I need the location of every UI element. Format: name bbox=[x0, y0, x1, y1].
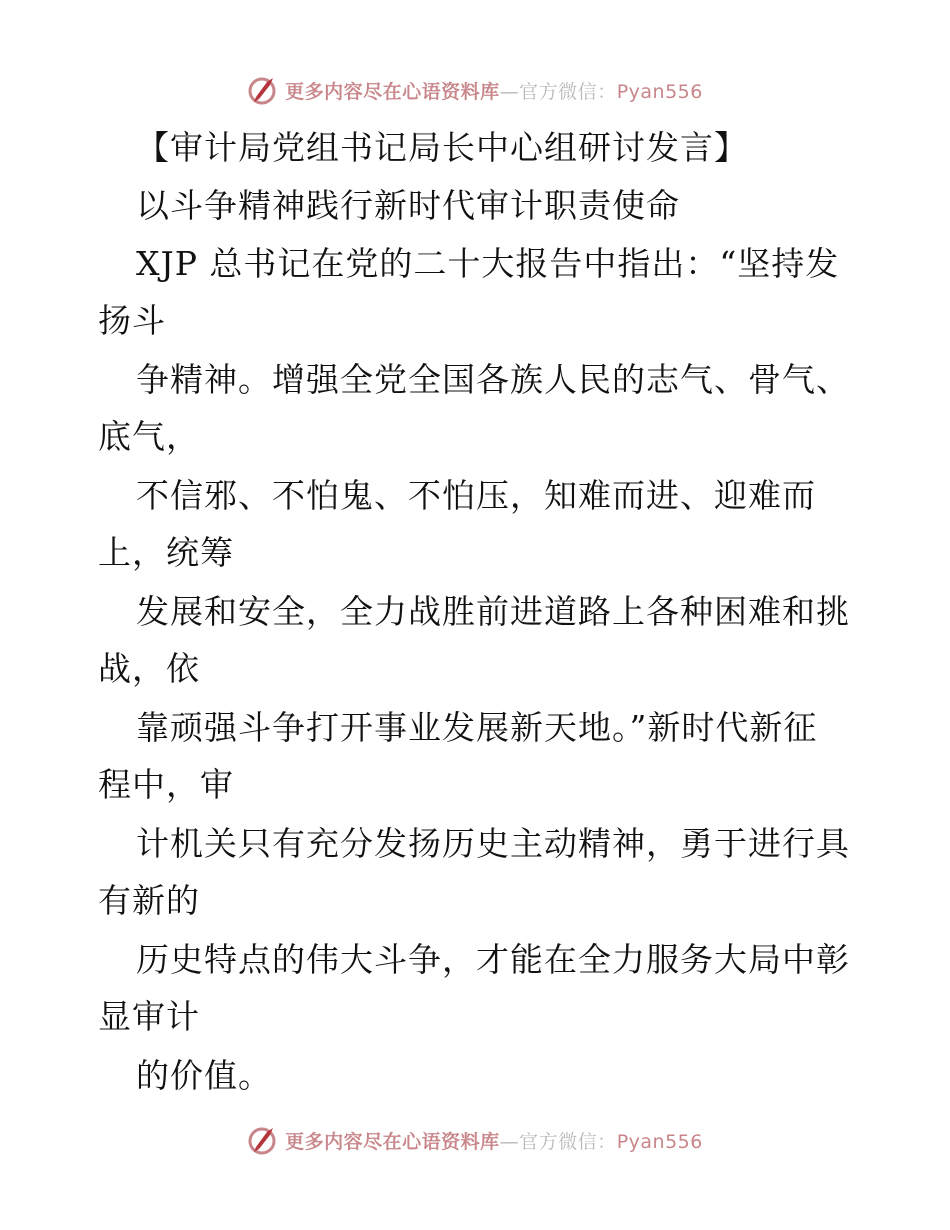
paragraph-line: 不信邪、不怕鬼、不怕压，知难而进、迎难而 bbox=[136, 476, 816, 515]
watermark-separator: — bbox=[499, 80, 520, 103]
watermark-wechat-id: Pyan556 bbox=[616, 80, 703, 103]
watermark-label: 官方微信： bbox=[519, 80, 617, 103]
paragraph-line: 上，统筹 bbox=[98, 533, 234, 572]
paragraph-line: 的价值。 bbox=[136, 1056, 272, 1095]
watermark-separator: — bbox=[499, 1130, 520, 1153]
paragraph-line: XJP 总书记在党的二十大报告中指出：“坚持发 bbox=[136, 244, 840, 283]
watermark-wechat-id: Pyan556 bbox=[616, 1130, 703, 1153]
watermark-label: 官方微信： bbox=[519, 1130, 617, 1153]
paragraph-line: 历史特点的伟大斗争，才能在全力服务大局中彰 bbox=[136, 940, 850, 979]
paragraph-line: 战，依 bbox=[98, 649, 200, 688]
paragraph-line: 程中，审 bbox=[98, 765, 234, 804]
pen-nib-logo-icon bbox=[247, 1124, 279, 1156]
paragraph-line: 发展和安全，全力战胜前进道路上各种困难和挑 bbox=[136, 592, 850, 631]
paragraph-line: 显审计 bbox=[98, 997, 200, 1036]
document-heading: 【审计局党组书记局长中心组研讨发言】 bbox=[136, 128, 748, 167]
footer-watermark bbox=[0, 1120, 950, 1160]
watermark-main-text: 更多内容尽在心语资料库 bbox=[285, 1130, 500, 1153]
paragraph-line: 底气， bbox=[98, 417, 200, 456]
pen-nib-logo-icon bbox=[247, 74, 279, 106]
paragraph-line: 计机关只有充分发扬历史主动精神，勇于进行具 bbox=[136, 824, 850, 863]
paragraph-line: 争精神。增强全党全国各族人民的志气、骨气、 bbox=[136, 360, 850, 399]
header-watermark bbox=[0, 70, 950, 110]
paragraph-line: 靠顽强斗争打开事业发展新天地。”新时代新征 bbox=[136, 708, 818, 747]
document-subtitle: 以斗争精神践行新时代审计职责使命 bbox=[136, 186, 680, 225]
paragraph-line: 扬斗 bbox=[98, 301, 166, 340]
paragraph-line: 有新的 bbox=[98, 881, 200, 920]
watermark-main-text: 更多内容尽在心语资料库 bbox=[285, 80, 500, 103]
